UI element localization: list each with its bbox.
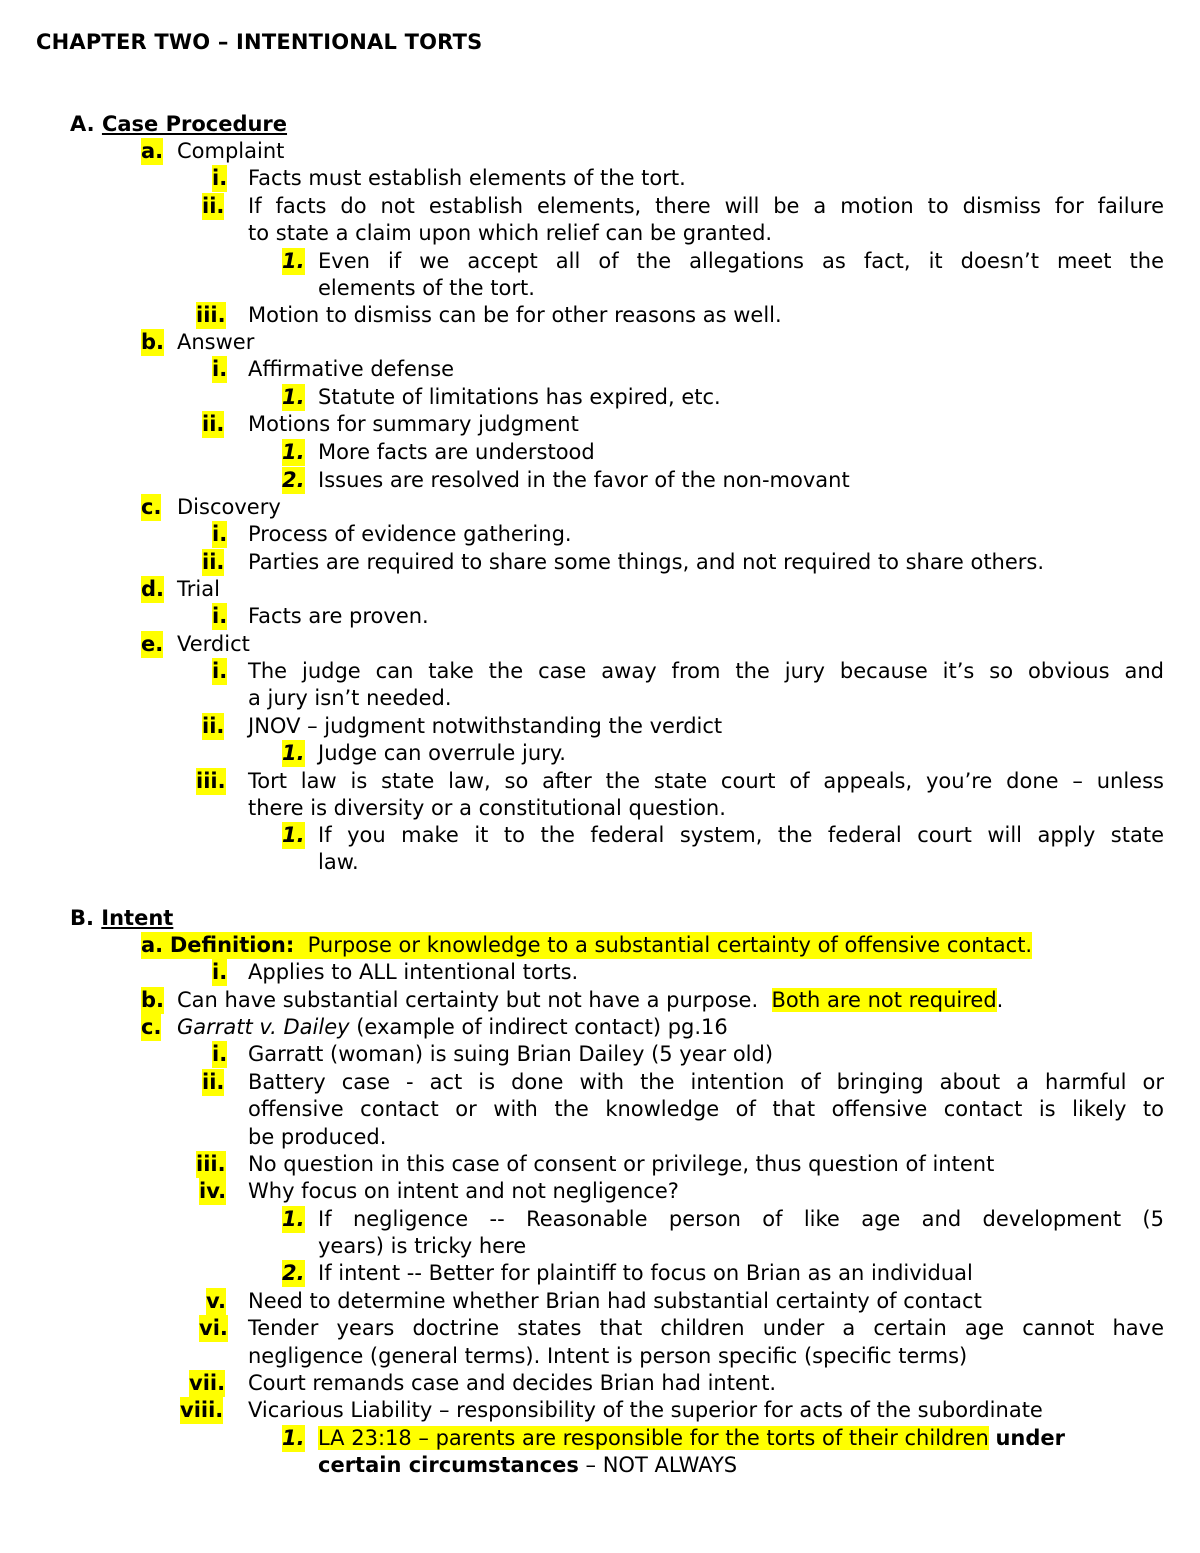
list-marker: v.: [206, 1289, 226, 1313]
list-item: Need to determine whether Brian had substantial certainty of contact: [248, 1289, 982, 1313]
list-item-continued: to state a claim upon which relief can be granted.: [248, 221, 773, 245]
list-marker: vi.: [199, 1316, 228, 1340]
list-marker: i.: [212, 357, 228, 381]
list-marker: 1.: [282, 823, 305, 847]
list-marker: 2.: [282, 1261, 305, 1285]
list-item: [318, 1425, 1065, 1452]
list-item: Tender years doctrine states that children under a certain age cannot have: [248, 1316, 1164, 1340]
section-b-marker: B.: [70, 906, 94, 930]
list-marker: vii.: [189, 1371, 226, 1395]
list-item: No question in this case of consent or privilege, thus question of intent: [248, 1152, 995, 1176]
list-item: Verdict: [177, 632, 250, 656]
list-item-continued: law.: [318, 850, 359, 874]
section-a-heading: [70, 111, 287, 138]
bold-text: under: [995, 1426, 1066, 1450]
list-marker: viii.: [180, 1398, 224, 1422]
list-item: Affirmative defense: [248, 357, 455, 381]
list-item: If intent -- Better for plaintiff to focus on Brian as an individual: [318, 1261, 973, 1285]
list-marker: b.: [141, 330, 165, 354]
list-marker: 1.: [282, 1426, 305, 1450]
list-marker: i.: [212, 960, 228, 984]
list-marker: 1.: [282, 249, 305, 273]
section-a-title: Case Procedure: [101, 112, 288, 136]
list-item: Garratt (woman) is suing Brian Dailey (5 year old): [248, 1042, 774, 1066]
page-title: CHAPTER TWO – INTENTIONAL TORTS: [36, 30, 483, 54]
list-marker: 1.: [282, 741, 305, 765]
list-marker: ii.: [202, 1070, 225, 1094]
list-marker: i.: [212, 522, 228, 546]
list-marker: i.: [212, 659, 228, 683]
list-marker: i.: [212, 1042, 228, 1066]
list-marker: iv.: [199, 1179, 227, 1203]
list-item-continued: be produced.: [248, 1125, 387, 1149]
list-item-text: (example of indirect contact) pg.16: [356, 1015, 728, 1039]
bold-text: certain circumstances: [318, 1453, 579, 1477]
list-item: Court remands case and decides Brian had intent.: [248, 1371, 777, 1395]
list-item-text: Can have substantial certainty but not have a purpose.: [177, 988, 759, 1012]
list-item: Tort law is state law, so after the state court of appeals, you’re done – unless: [248, 769, 1164, 793]
list-item: Even if we accept all of the allegations as fact, it doesn’t meet the: [318, 249, 1164, 273]
case-name: Garratt v. Dailey: [177, 1015, 350, 1039]
list-item: Trial: [177, 577, 220, 601]
list-item: The judge can take the case away from the jury because it’s so obvious and: [248, 659, 1164, 683]
list-item: Statute of limitations has expired, etc.: [318, 385, 721, 409]
list-marker: b.: [141, 988, 165, 1012]
list-item-continued: years) is tricky here: [318, 1234, 527, 1258]
list-item: Why focus on intent and not negligence?: [248, 1179, 679, 1203]
list-marker: ii.: [202, 412, 225, 436]
list-item: Facts must establish elements of the tort.: [248, 166, 686, 190]
list-item-continued: [318, 1452, 737, 1479]
list-marker: ii.: [202, 194, 225, 218]
list-item: Facts are proven.: [248, 604, 429, 628]
list-marker: c.: [141, 495, 162, 519]
list-marker: a.: [141, 933, 164, 957]
list-item: Battery case - act is done with the intention of bringing about a harmful or: [248, 1070, 1164, 1094]
definition-label: Definition:: [169, 933, 295, 957]
list-marker: ii.: [202, 714, 225, 738]
list-item: Answer: [177, 330, 255, 354]
list-item-text: – NOT ALWAYS: [585, 1453, 738, 1477]
list-marker: iii.: [196, 303, 226, 327]
list-marker: iii.: [196, 1152, 226, 1176]
list-item-end: .: [996, 988, 1004, 1012]
list-item: More facts are understood: [318, 440, 595, 464]
list-marker: a.: [141, 139, 164, 163]
list-marker: e.: [141, 632, 164, 656]
section-a-marker: A.: [70, 112, 95, 136]
list-marker: i.: [212, 166, 228, 190]
list-item: If negligence -- Reasonable person of like age and development (5: [318, 1207, 1164, 1231]
list-item: Parties are required to share some things, and not required to share others.: [248, 550, 1045, 574]
list-item: Issues are resolved in the favor of the non-movant: [318, 468, 850, 492]
list-item-continued: elements of the tort.: [318, 276, 535, 300]
highlighted-text: Both are not required: [771, 988, 997, 1012]
list-marker: d.: [141, 577, 165, 601]
list-marker: 2.: [282, 468, 305, 492]
list-item: Judge can overrule jury.: [318, 741, 566, 765]
list-item: JNOV – judgment notwithstanding the verdict: [248, 714, 723, 738]
list-item: If facts do not establish elements, there will be a motion to dismiss for failure: [248, 194, 1164, 218]
list-item: Vicarious Liability – responsibility of the superior for acts of the subordinate: [248, 1398, 1043, 1422]
section-b-heading: [70, 905, 173, 932]
list-item: If you make it to the federal system, the federal court will apply state: [318, 823, 1164, 847]
list-item: Discovery: [177, 495, 281, 519]
list-marker: 1.: [282, 1207, 305, 1231]
list-marker: ii.: [202, 550, 225, 574]
list-item: Motions for summary judgment: [248, 412, 579, 436]
list-marker: c.: [141, 1015, 162, 1039]
list-item: Motion to dismiss can be for other reasons as well.: [248, 303, 782, 327]
list-item: Applies to ALL intentional torts.: [248, 960, 579, 984]
list-item-text: LA 23:18 – parents are responsible for the torts of their children: [318, 1426, 989, 1450]
list-item: [177, 987, 1003, 1014]
list-item: [177, 1014, 728, 1041]
list-item: Process of evidence gathering.: [248, 522, 572, 546]
list-marker: 1.: [282, 440, 305, 464]
list-item-continued: offensive contact or with the knowledge of that offensive contact is likely to: [248, 1097, 1164, 1121]
section-b-title: Intent: [101, 906, 174, 930]
list-item-continued: there is diversity or a constitutional question.: [248, 796, 726, 820]
list-item-continued: negligence (general terms). Intent is person specific (specific terms): [248, 1344, 968, 1368]
definition-line: [141, 932, 1032, 959]
list-marker: i.: [212, 604, 228, 628]
list-item: Complaint: [177, 139, 285, 163]
definition-text: Purpose or knowledge to a substantial certainty of offensive contact.: [307, 933, 1033, 957]
list-item-continued: a jury isn’t needed.: [248, 686, 452, 710]
list-marker: iii.: [196, 769, 226, 793]
list-marker: 1.: [282, 385, 305, 409]
